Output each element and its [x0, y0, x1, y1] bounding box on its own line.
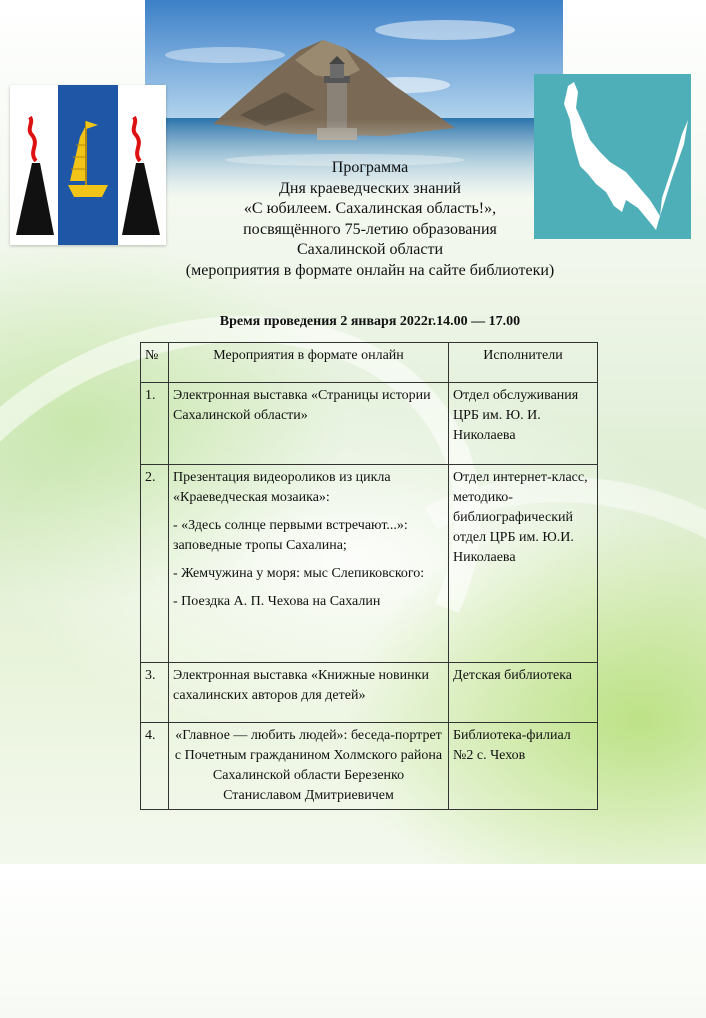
row-num: 2. [141, 465, 169, 663]
row-performers: Отдел обслуживания ЦРБ им. Ю. И. Николаева [449, 383, 598, 465]
table-row [141, 663, 598, 723]
row-activity [169, 465, 449, 663]
row-num: 4. [141, 723, 169, 810]
table-row [141, 723, 598, 810]
table-row [141, 465, 598, 663]
activity-item: - Жемчужина у моря: мыс Слепиковского: [173, 566, 425, 581]
activity-item: - Поездка А. П. Чехова на Сахалин [173, 594, 381, 609]
row-activity [169, 663, 449, 723]
activity-item: - «Здесь солнце первыми встречают...»: заповедные тропы Сахалина; [173, 518, 408, 553]
header-num: № [141, 343, 169, 383]
header-activity: Мероприятия в формате онлайн [169, 343, 449, 383]
title-line: (мероприятия в формате онлайн на сайте библиотеки) [185, 261, 555, 279]
title-line: посвящённого 75-летию образования [243, 220, 497, 238]
activity-text: Электронная выставка «Страницы истории Сахалинской области» [173, 388, 431, 423]
title-line: Дня краеведческих знаний [279, 179, 461, 197]
events-table [140, 342, 598, 810]
header-performers: Исполнители [449, 343, 598, 383]
title-line: Программа [331, 159, 409, 176]
row-activity [169, 723, 449, 810]
row-performers: Библиотека-филиал №2 с. Чехов [449, 723, 598, 810]
row-num: 3. [141, 663, 169, 723]
title-line: «С юбилеем. Сахалинская область!», [243, 200, 497, 217]
table-header-row [141, 343, 598, 383]
event-time: Время проведения 2 января 2022г.14.00 — 17.00 [219, 314, 521, 329]
activity-text: «Главное — любить людей»: беседа-портрет с Почетным гражданином Холмского района Сахалинской области Березенко Станиславом Дмитриевичем [174, 728, 443, 803]
program-title [140, 158, 600, 281]
activity-text: Презентация видеороликов из цикла «Краеведческая мозаика»: [173, 470, 391, 505]
title-line: Сахалинской области [296, 241, 444, 258]
table-row [141, 383, 598, 465]
row-performers: Отдел интернет-класс, методико-библиографический отдел ЦРБ им. Ю.И. Николаева [449, 465, 598, 663]
activity-text: Электронная выставка «Книжные новинки сахалинских авторов для детей» [173, 668, 429, 703]
row-performers: Детская библиотека [449, 663, 598, 723]
row-activity [169, 383, 449, 465]
row-num: 1. [141, 383, 169, 465]
